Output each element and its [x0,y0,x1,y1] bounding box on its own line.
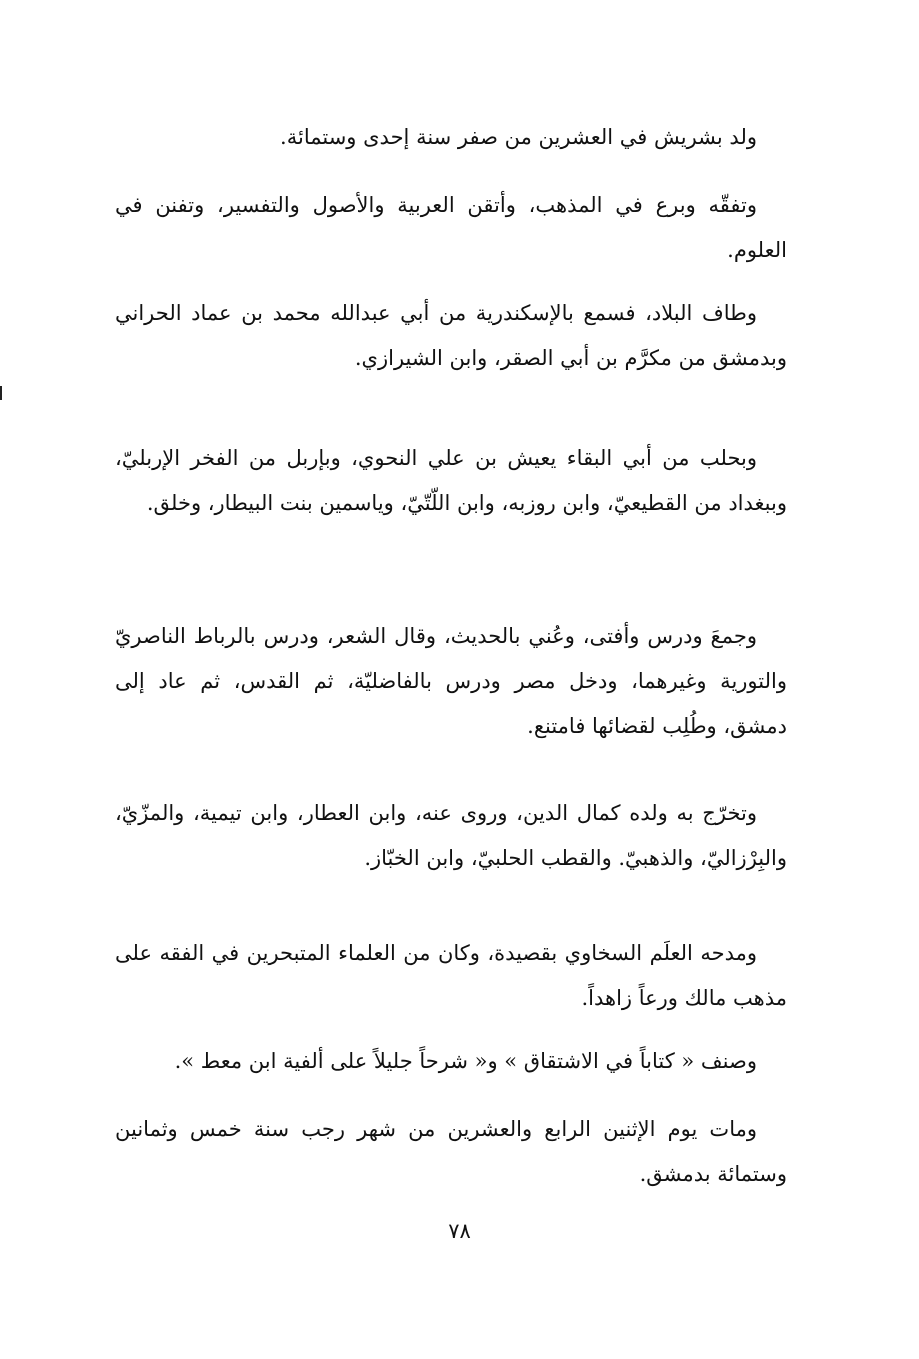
paragraph-students [115,791,787,881]
paragraph-text: وبحلب من أبي البقاء يعيش بن علي النحوي، وبإربل من الفخر الإربليّ، وببغداد من القطيعيّ، وابن روزبه، وابن اللّتّيّ، وياسمين بنت البيطار، وخلق. [115,446,787,515]
scan-edge-mark [0,386,2,400]
paragraph-text: وتفقّه وبرع في المذهب، وأتقن العربية والأصول والتفسير، وتفنن في العلوم. [115,193,787,262]
paragraph-praise [115,931,787,1021]
paragraph-death [115,1107,787,1197]
paragraph-text: وجمعَ ودرس وأفتى، وعُني بالحديث، وقال الشعر، ودرس بالرباط الناصريّ والتورية وغيرهما، ودخل مصر ودرس بالفاضليّة، ثم القدس، ثم عاد إلى دمشق، وطُلِب لقضائها فامتنع. [115,624,787,738]
paragraph-works [115,1039,787,1084]
paragraph-teachers [115,436,787,526]
paragraph-travels [115,291,787,381]
paragraph-studies [115,183,787,273]
paragraph-text: ومدحه العلَم السخاوي بقصيدة، وكان من العلماء المتبحرين في الفقه على مذهب مالك ورعاً زاهداً. [115,941,787,1010]
page-number: ٧٨ [448,1219,471,1243]
paragraph-text: ولد بشريش في العشرين من صفر سنة إحدى وستمائة. [280,125,757,149]
paragraph-text: وطاف البلاد، فسمع بالإسكندرية من أبي عبدالله محمد بن عماد الحراني وبدمشق من مكرَّم بن أبي الصقر، وابن الشيرازي. [115,301,787,370]
paragraph-birth [115,115,787,160]
paragraph-text: ومات يوم الإثنين الرابع والعشرين من شهر رجب سنة خمس وثمانين وستمائة بدمشق. [115,1117,787,1186]
paragraph-career [115,614,787,749]
paragraph-text: وتخرّج به ولده كمال الدين، وروى عنه، وابن العطار، وابن تيمية، والمزّيّ، والبِرْزاليّ، والذهبيّ. والقطب الحلبيّ، وابن الخبّاز. [115,801,787,870]
paragraph-text: وصنف « كتاباً في الاشتقاق » و« شرحاً جليلاً على ألفية ابن معط ». [174,1049,757,1073]
